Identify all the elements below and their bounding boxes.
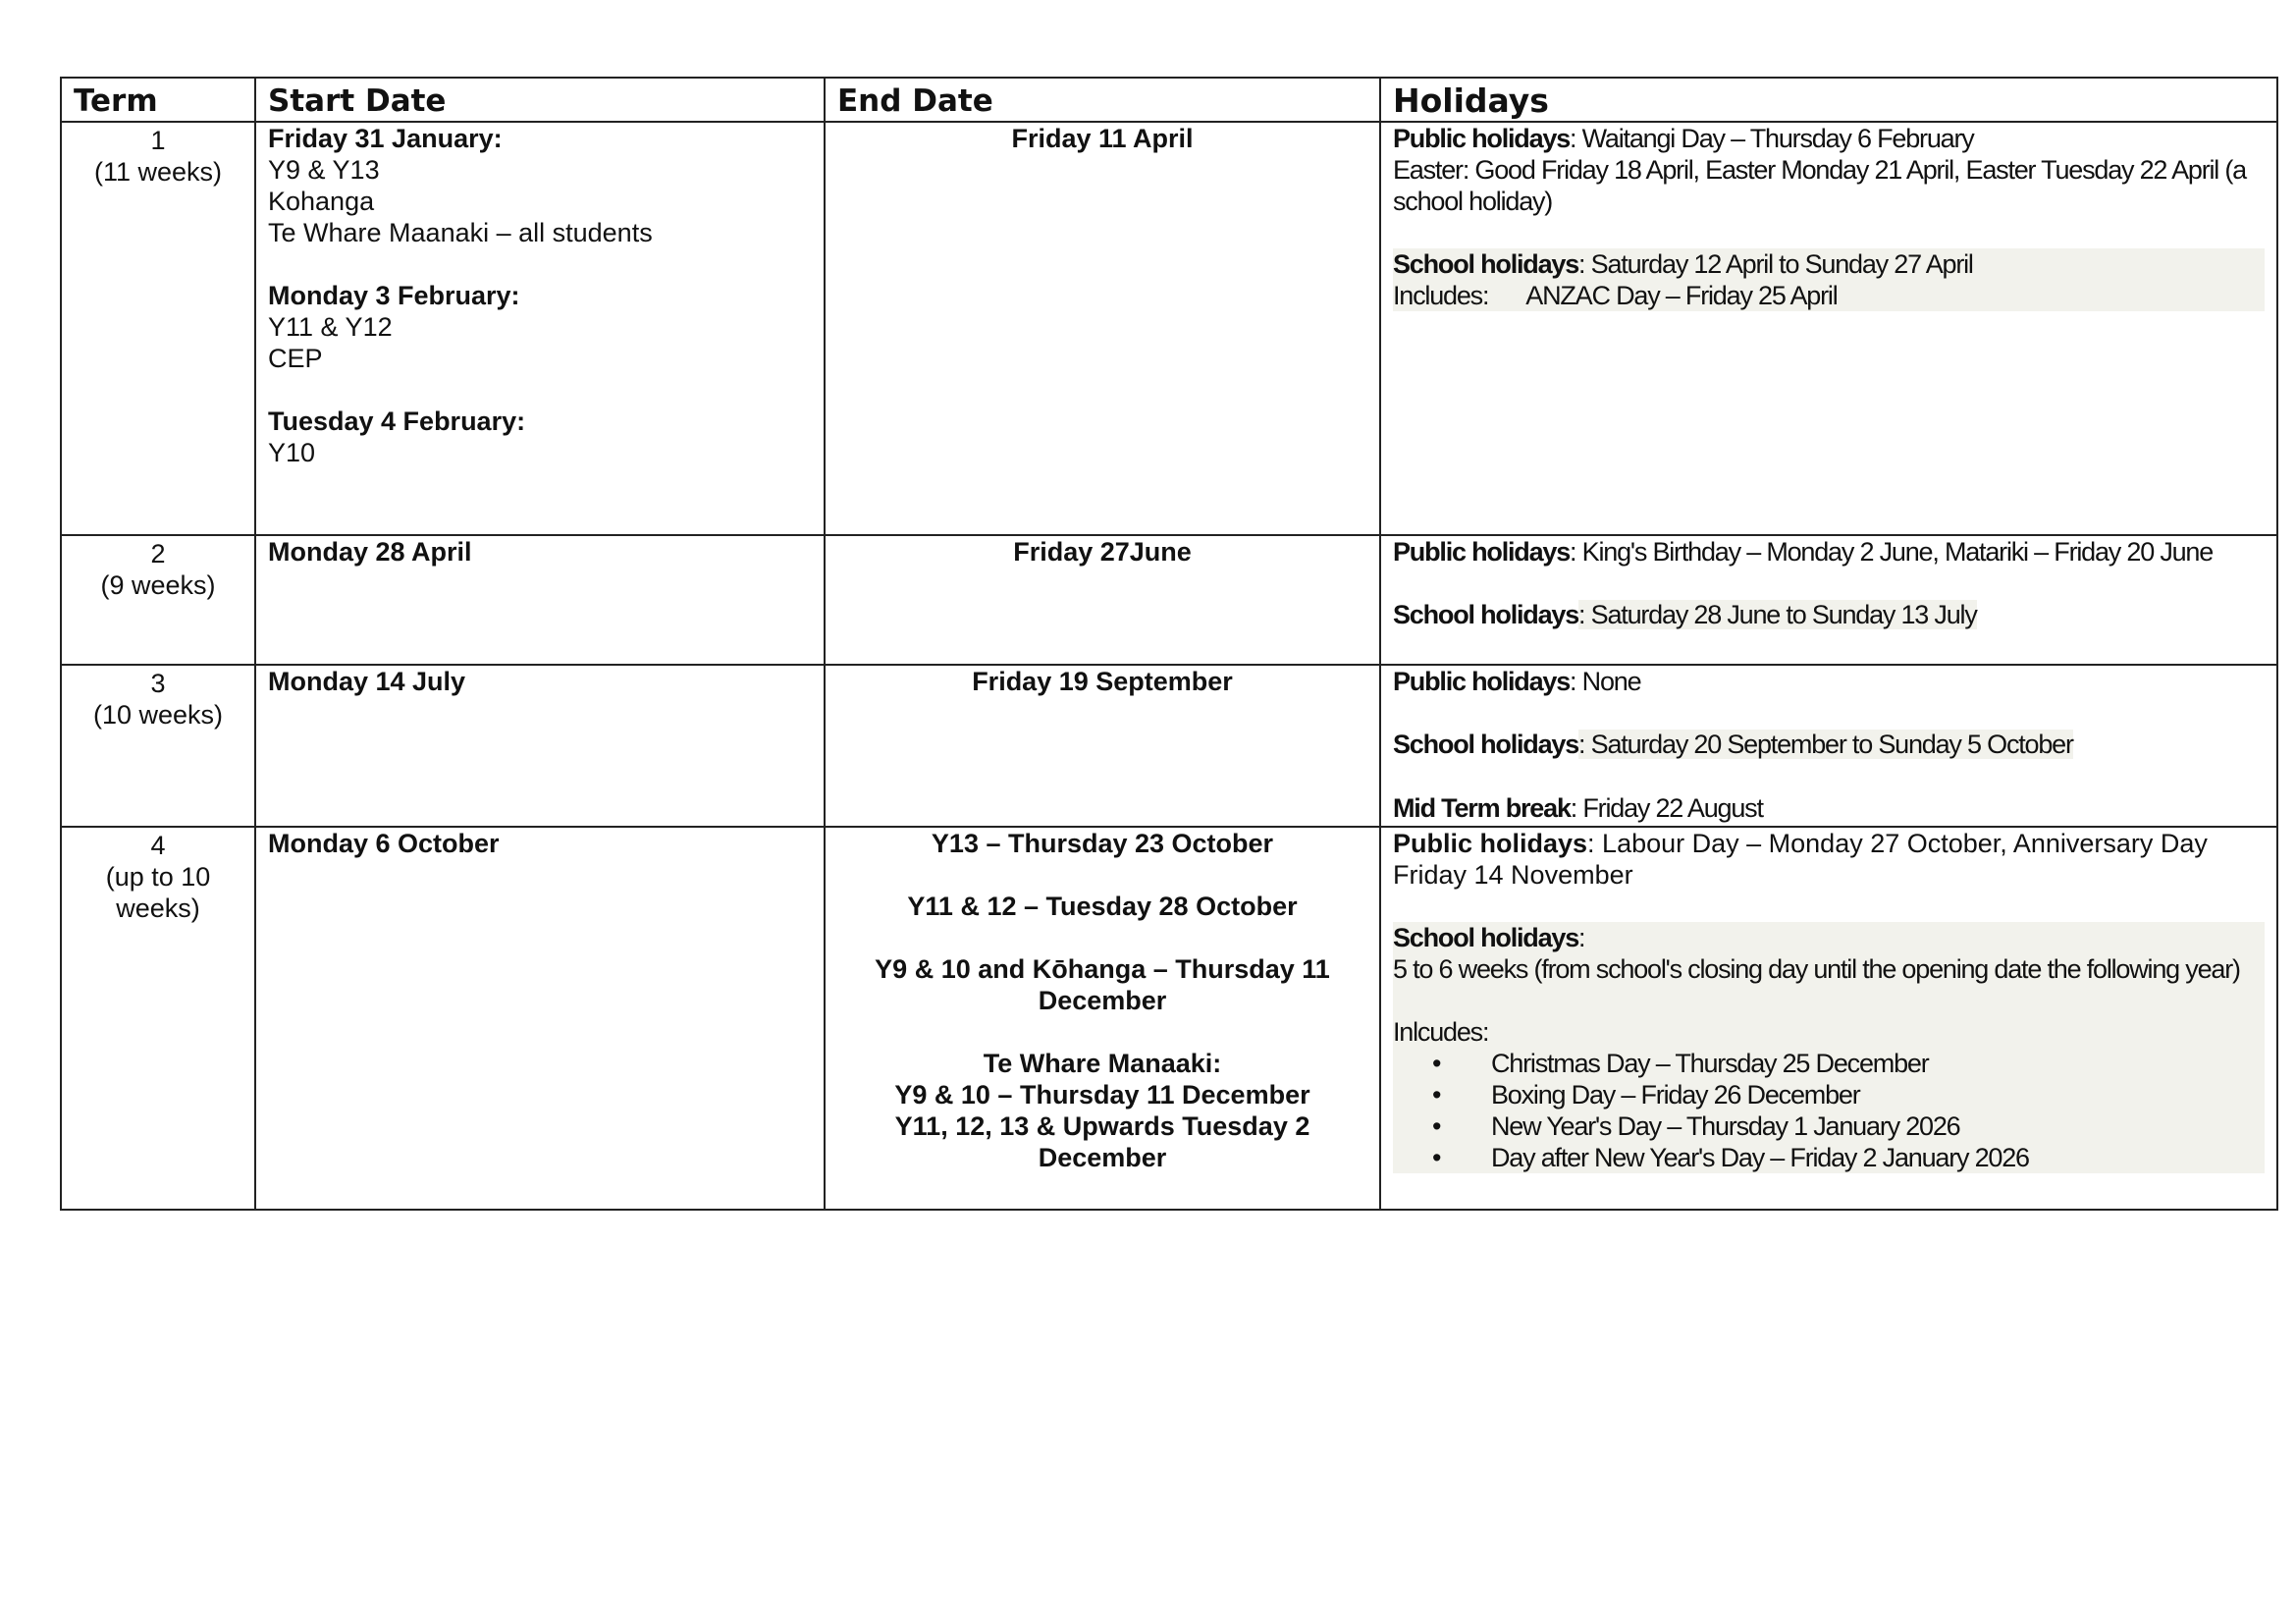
- term-weeks: (10 weeks): [92, 700, 224, 730]
- term-weeks: (up to 10 weeks): [105, 862, 211, 923]
- includes-text: ANZAC Day – Friday 25 April: [1525, 281, 1838, 310]
- end-date-line: Y11, 12, 13 & Upwards Tuesday 2 December: [894, 1111, 1310, 1172]
- school-holidays-label: School holidays: [1393, 249, 1579, 279]
- end-date-cell: [825, 122, 1380, 535]
- end-date-line: Y11 & 12 – Tuesday 28 October: [907, 892, 1298, 921]
- public-holidays-text: : King's Birthday – Monday 2 June, Matariki – Friday 20 June: [1570, 537, 2214, 567]
- term-weeks: (11 weeks): [93, 157, 223, 187]
- start-line: CEP: [268, 344, 323, 373]
- end-date: Friday 11 April: [1011, 124, 1194, 153]
- term-weeks: (9 weeks): [100, 570, 216, 600]
- end-date: Friday 27June: [1013, 537, 1192, 567]
- includes-list: [1393, 1048, 2265, 1173]
- school-holidays-extra: 5 to 6 weeks (from school's closing day until the opening date the following year): [1393, 953, 2265, 985]
- public-holidays-label: Public holidays: [1393, 124, 1571, 153]
- header-term: Term: [61, 78, 255, 122]
- start-date-cell: [255, 827, 825, 1210]
- table-row-term-3: [61, 665, 2277, 827]
- school-holidays-text: : Saturday 12 April to Sunday 27 April: [1578, 249, 1973, 279]
- mid-term-break-label: Mid Term break: [1393, 793, 1571, 823]
- list-item: • Boxing Day – Friday 26 December: [1432, 1079, 2265, 1110]
- public-holidays-extra: Easter: Good Friday 18 April, Easter Monday 21 April, Easter Tuesday 22 April (a school holiday): [1393, 155, 2246, 216]
- start-date-cell: [255, 665, 825, 827]
- end-date-line: Y9 & 10 – Thursday 11 December: [894, 1080, 1310, 1110]
- table-row-term-4: [61, 827, 2277, 1210]
- term-cell: [61, 535, 255, 665]
- public-holidays-text: : None: [1570, 667, 1641, 696]
- start-date: Monday 14 July: [268, 667, 466, 696]
- school-holidays-text: :: [1578, 923, 1585, 952]
- mid-term-break-text: : Friday 22 August: [1570, 793, 1763, 823]
- term-dates-table: [60, 77, 2278, 1211]
- start-line: Kohanga: [268, 187, 375, 216]
- start-line: Y10: [268, 438, 316, 467]
- public-holidays-label: Public holidays: [1393, 829, 1588, 858]
- list-item: • Day after New Year's Day – Friday 2 January 2026: [1432, 1142, 2265, 1173]
- school-holidays-label: School holidays: [1393, 730, 1579, 759]
- includes-label: Includes:: [1393, 281, 1489, 310]
- holidays-cell: [1380, 665, 2277, 827]
- list-item: • Christmas Day – Thursday 25 December: [1432, 1048, 2265, 1079]
- end-date-cell: [825, 535, 1380, 665]
- end-date-cell: [825, 827, 1380, 1210]
- header-holidays: Holidays: [1380, 78, 2277, 122]
- term-number: 4: [150, 831, 166, 860]
- holidays-cell: [1380, 535, 2277, 665]
- end-date-line: Y13 – Thursday 23 October: [931, 829, 1274, 858]
- start-heading: Monday 3 February:: [268, 281, 520, 310]
- school-holidays-label: School holidays: [1393, 923, 1579, 952]
- includes-label: Inlcudes:: [1393, 1016, 2265, 1048]
- term-cell: [61, 122, 255, 535]
- public-holidays-text: : Labour Day – Monday 27 October, Anniversary Day Friday 14 November: [1393, 829, 2208, 890]
- start-date: Monday 6 October: [268, 829, 500, 858]
- start-line: Y11 & Y12: [268, 312, 393, 342]
- header-row: [61, 78, 2277, 122]
- start-heading: Friday 31 January:: [268, 124, 503, 153]
- list-item: • New Year's Day – Thursday 1 January 2026: [1432, 1110, 2265, 1142]
- start-date-cell: [255, 122, 825, 535]
- term-number: 2: [150, 539, 166, 568]
- header-end-date: End Date: [825, 78, 1380, 122]
- holidays-cell: [1380, 827, 2277, 1210]
- table-row-term-2: [61, 535, 2277, 665]
- public-holidays-label: Public holidays: [1393, 537, 1571, 567]
- start-heading: Tuesday 4 February:: [268, 406, 526, 436]
- term-number: 3: [150, 669, 166, 698]
- start-line: Te Whare Maanaki – all students: [268, 218, 653, 247]
- public-holidays-text: : Waitangi Day – Thursday 6 February: [1570, 124, 1974, 153]
- school-holidays-text: : Saturday 20 September to Sunday 5 October: [1578, 730, 2073, 759]
- school-holidays-label: School holidays: [1393, 600, 1579, 629]
- start-line: Y9 & Y13: [268, 155, 380, 185]
- term-number: 1: [150, 126, 166, 155]
- end-date-cell: [825, 665, 1380, 827]
- start-date-cell: [255, 535, 825, 665]
- header-start-date: Start Date: [255, 78, 825, 122]
- holidays-cell: [1380, 122, 2277, 535]
- table-row-term-1: [61, 122, 2277, 535]
- start-date: Monday 28 April: [268, 537, 472, 567]
- end-date-line: Te Whare Manaaki:: [983, 1049, 1222, 1078]
- term-cell: [61, 665, 255, 827]
- end-date: Friday 19 September: [972, 667, 1233, 696]
- term-cell: [61, 827, 255, 1210]
- school-holidays-text: : Saturday 28 June to Sunday 13 July: [1578, 600, 1977, 629]
- end-date-line: Y9 & 10 and Kōhanga – Thursday 11 December: [875, 954, 1330, 1015]
- public-holidays-label: Public holidays: [1393, 667, 1571, 696]
